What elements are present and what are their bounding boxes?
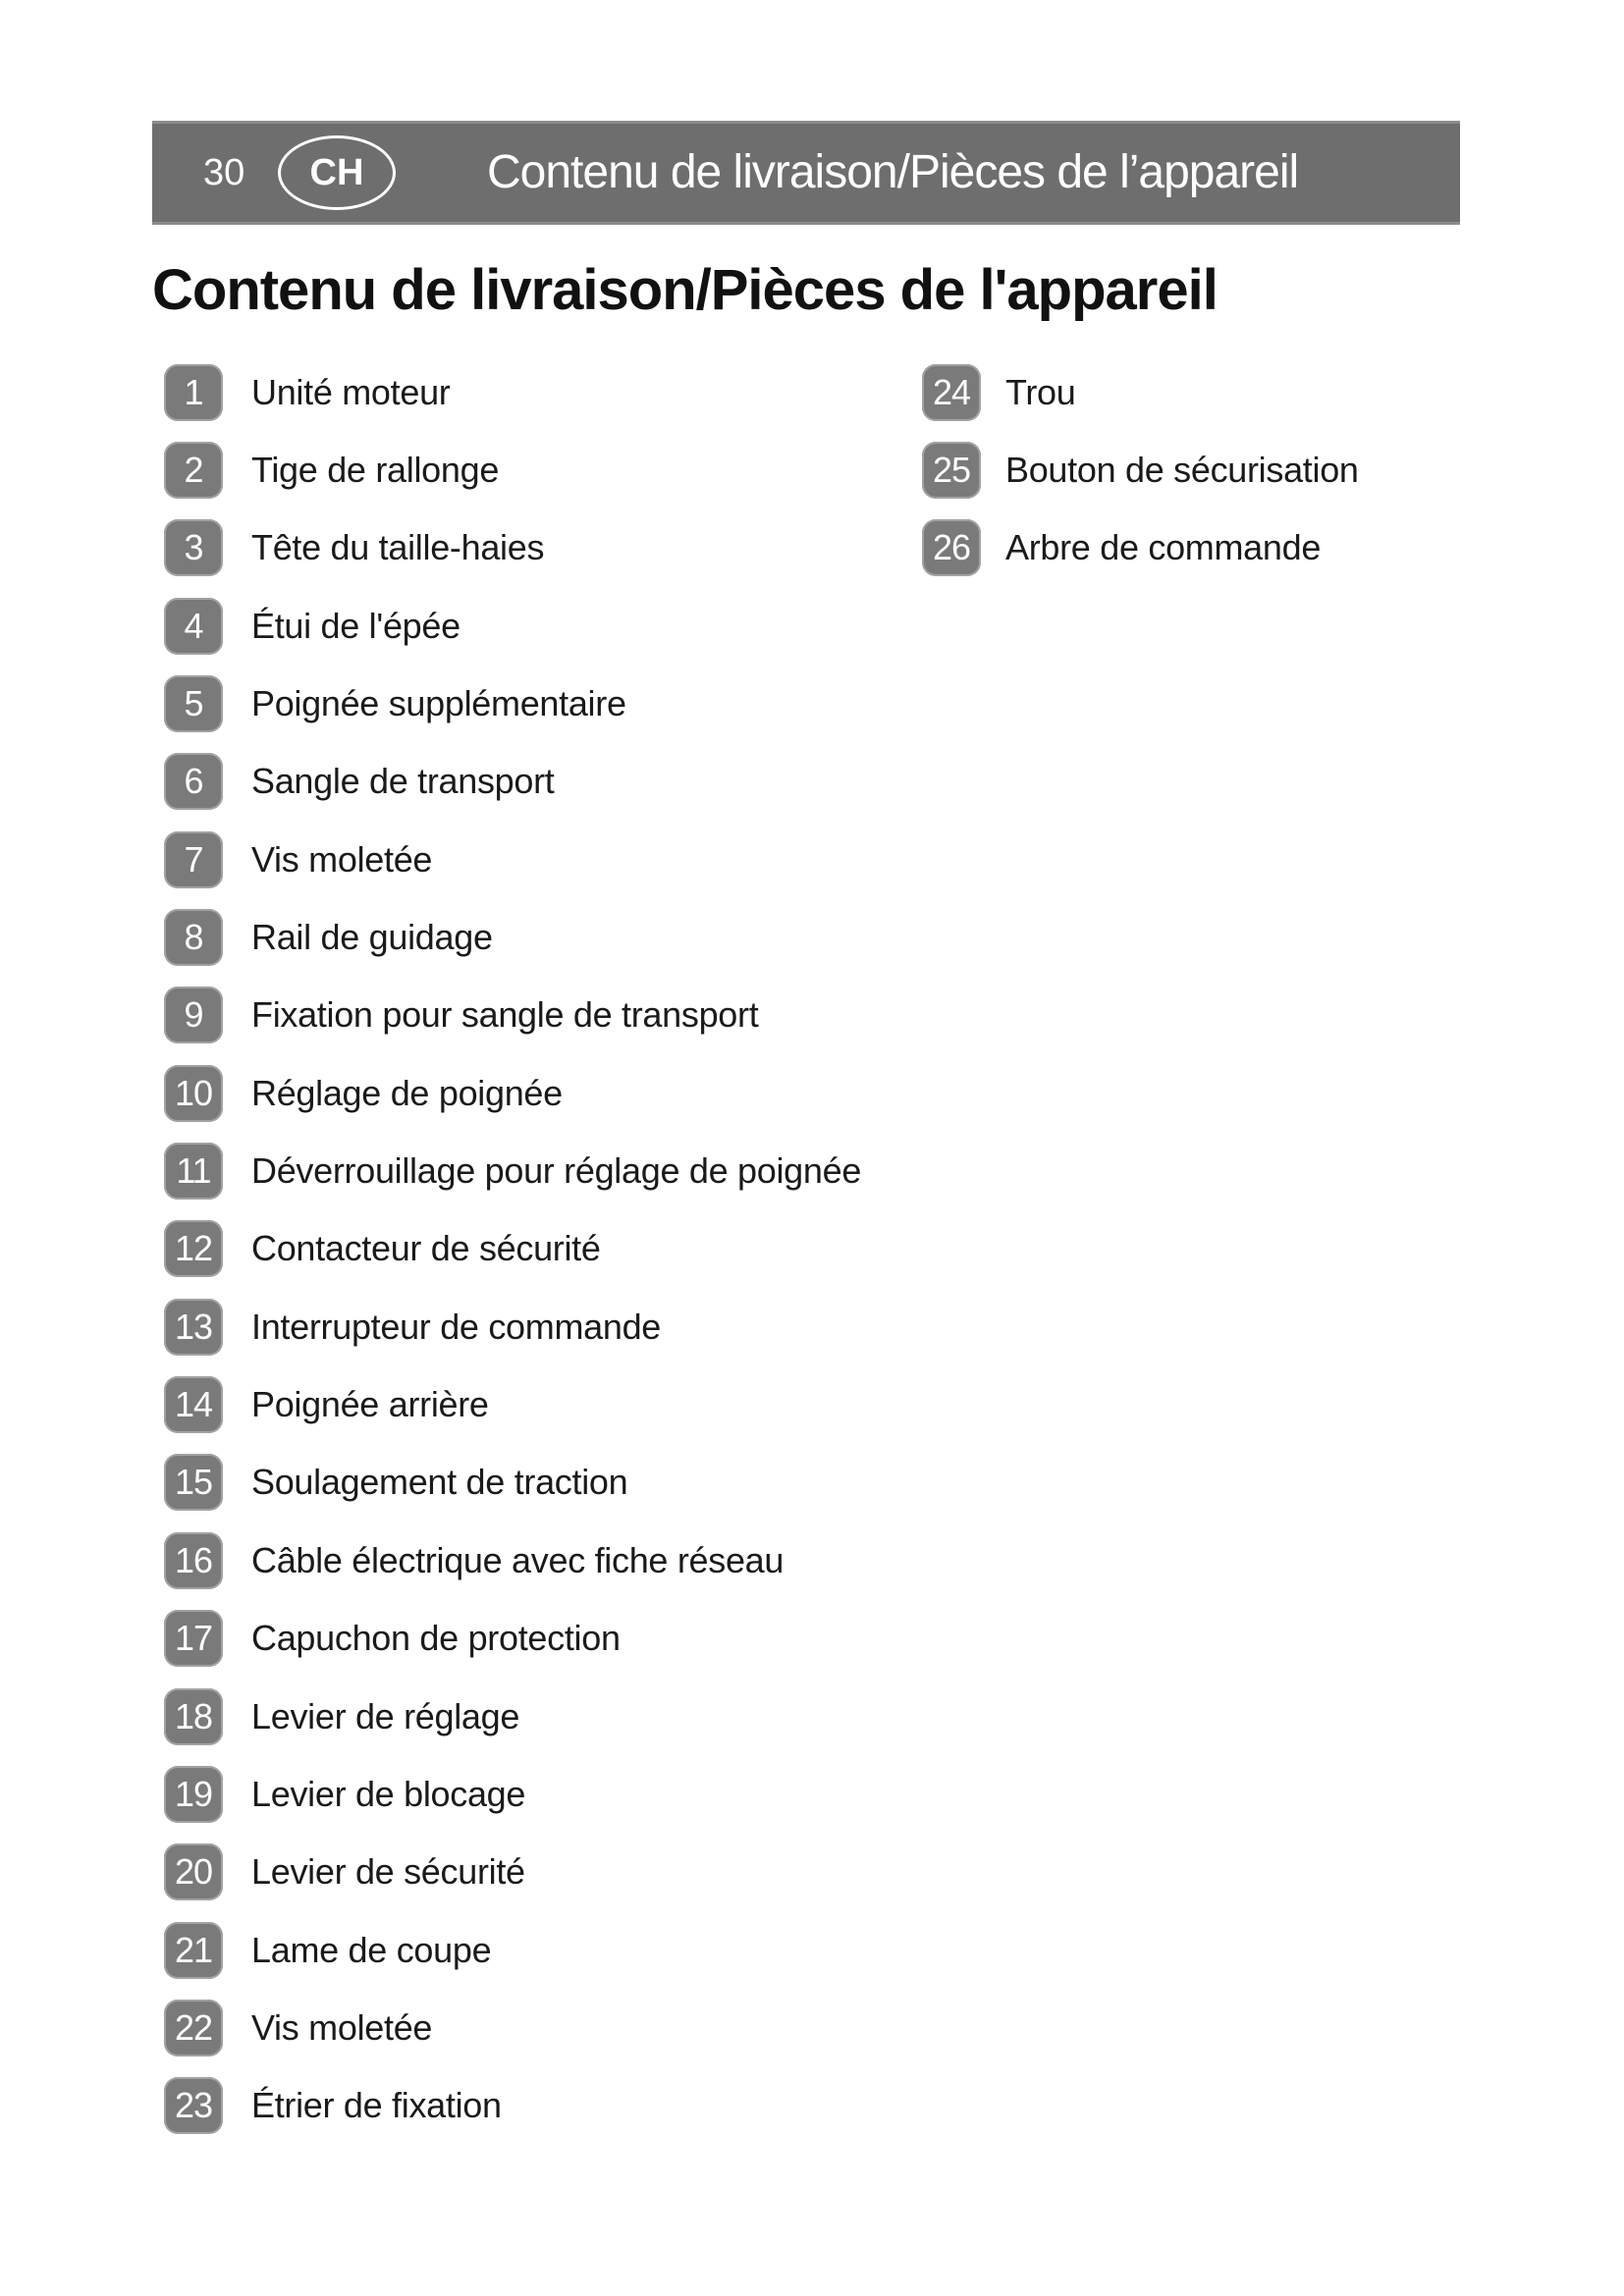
part-number-badge: 20: [164, 1843, 223, 1900]
part-item: [164, 1755, 861, 1833]
part-item: [164, 1444, 861, 1522]
page-title: Contenu de livraison/Pièces de l'appareil: [152, 258, 1218, 322]
part-label: Fixation pour sangle de transport: [251, 994, 759, 1036]
part-label: Tête du taille-haies: [251, 527, 545, 568]
part-number-badge: 12: [164, 1220, 223, 1277]
part-number-badge: 5: [164, 675, 223, 732]
part-label: Déverrouillage pour réglage de poignée: [251, 1150, 862, 1192]
part-label: Poignée supplémentaire: [251, 683, 626, 724]
part-number-badge: 10: [164, 1065, 223, 1122]
part-item: [164, 353, 861, 431]
part-label: Arbre de commande: [1005, 527, 1322, 568]
part-label: Levier de réglage: [251, 1695, 520, 1736]
part-item: [164, 1834, 861, 1911]
part-label: Interrupteur de commande: [251, 1306, 662, 1347]
part-number-badge: 11: [164, 1143, 223, 1200]
part-label: Trou: [1005, 371, 1076, 412]
part-label: Vis moletée: [251, 2006, 433, 2048]
part-item: [922, 353, 1359, 431]
part-number-badge: 24: [922, 364, 981, 421]
part-item: [164, 1600, 861, 1678]
part-label: Réglage de poignée: [251, 1072, 563, 1113]
part-label: Étrier de fixation: [251, 2085, 502, 2126]
part-item: [164, 1132, 861, 1209]
part-item: [164, 821, 861, 898]
part-item: [164, 743, 861, 821]
part-label: Levier de sécurité: [251, 1851, 525, 1893]
parts-list-left-column: [164, 353, 861, 2145]
part-item: [164, 665, 861, 742]
country-code-badge: CH: [278, 135, 396, 210]
part-number-badge: 17: [164, 1610, 223, 1667]
part-item: [164, 431, 861, 508]
part-number-badge: 26: [922, 519, 981, 576]
part-item: [164, 1989, 861, 2066]
part-number-badge: 16: [164, 1532, 223, 1589]
part-number-badge: 25: [922, 442, 981, 499]
part-label: Tige de rallonge: [251, 450, 500, 491]
part-item: [164, 509, 861, 587]
part-number-badge: 14: [164, 1376, 223, 1433]
part-item: [164, 2067, 861, 2145]
part-number-badge: 22: [164, 2000, 223, 2056]
part-number-badge: 7: [164, 831, 223, 888]
part-item: [164, 1288, 861, 1365]
part-number-badge: 8: [164, 909, 223, 966]
part-label: Soulagement de traction: [251, 1462, 628, 1503]
part-number-badge: 9: [164, 987, 223, 1043]
part-item: [164, 587, 861, 665]
part-item: [922, 431, 1359, 508]
part-label: Câble électrique avec fiche réseau: [251, 1539, 785, 1580]
part-label: Étui de l'épée: [251, 605, 460, 646]
part-item: [164, 1911, 861, 1989]
part-item: [164, 1210, 861, 1288]
part-number-badge: 4: [164, 598, 223, 655]
part-number-badge: 6: [164, 753, 223, 810]
page-number: 30: [203, 152, 245, 193]
page-header-bar: [152, 121, 1460, 225]
part-number-badge: 15: [164, 1454, 223, 1511]
part-number-badge: 3: [164, 519, 223, 576]
part-item: [164, 977, 861, 1054]
part-item: [164, 898, 861, 976]
part-number-badge: 19: [164, 1766, 223, 1823]
part-number-badge: 1: [164, 364, 223, 421]
part-label: Poignée arrière: [251, 1384, 489, 1425]
part-label: Lame de coupe: [251, 1929, 492, 1970]
part-number-badge: 18: [164, 1688, 223, 1745]
part-number-badge: 23: [164, 2077, 223, 2134]
part-label: Rail de guidage: [251, 917, 493, 958]
part-item: [164, 1522, 861, 1599]
part-label: Sangle de transport: [251, 761, 555, 802]
part-label: Contacteur de sécurité: [251, 1228, 601, 1269]
part-label: Vis moletée: [251, 838, 433, 880]
part-label: Levier de blocage: [251, 1773, 526, 1814]
part-label: Capuchon de protection: [251, 1618, 621, 1659]
part-number-badge: 2: [164, 442, 223, 499]
part-item: [922, 509, 1359, 587]
parts-list-right-column: [922, 353, 1359, 587]
part-label: Unité moteur: [251, 371, 451, 412]
part-number-badge: 21: [164, 1922, 223, 1979]
header-title: Contenu de livraison/Pièces de l’appareil: [487, 146, 1299, 198]
part-item: [164, 1365, 861, 1443]
part-item: [164, 1054, 861, 1132]
part-item: [164, 1678, 861, 1755]
part-number-badge: 13: [164, 1299, 223, 1356]
part-label: Bouton de sécurisation: [1005, 450, 1359, 491]
